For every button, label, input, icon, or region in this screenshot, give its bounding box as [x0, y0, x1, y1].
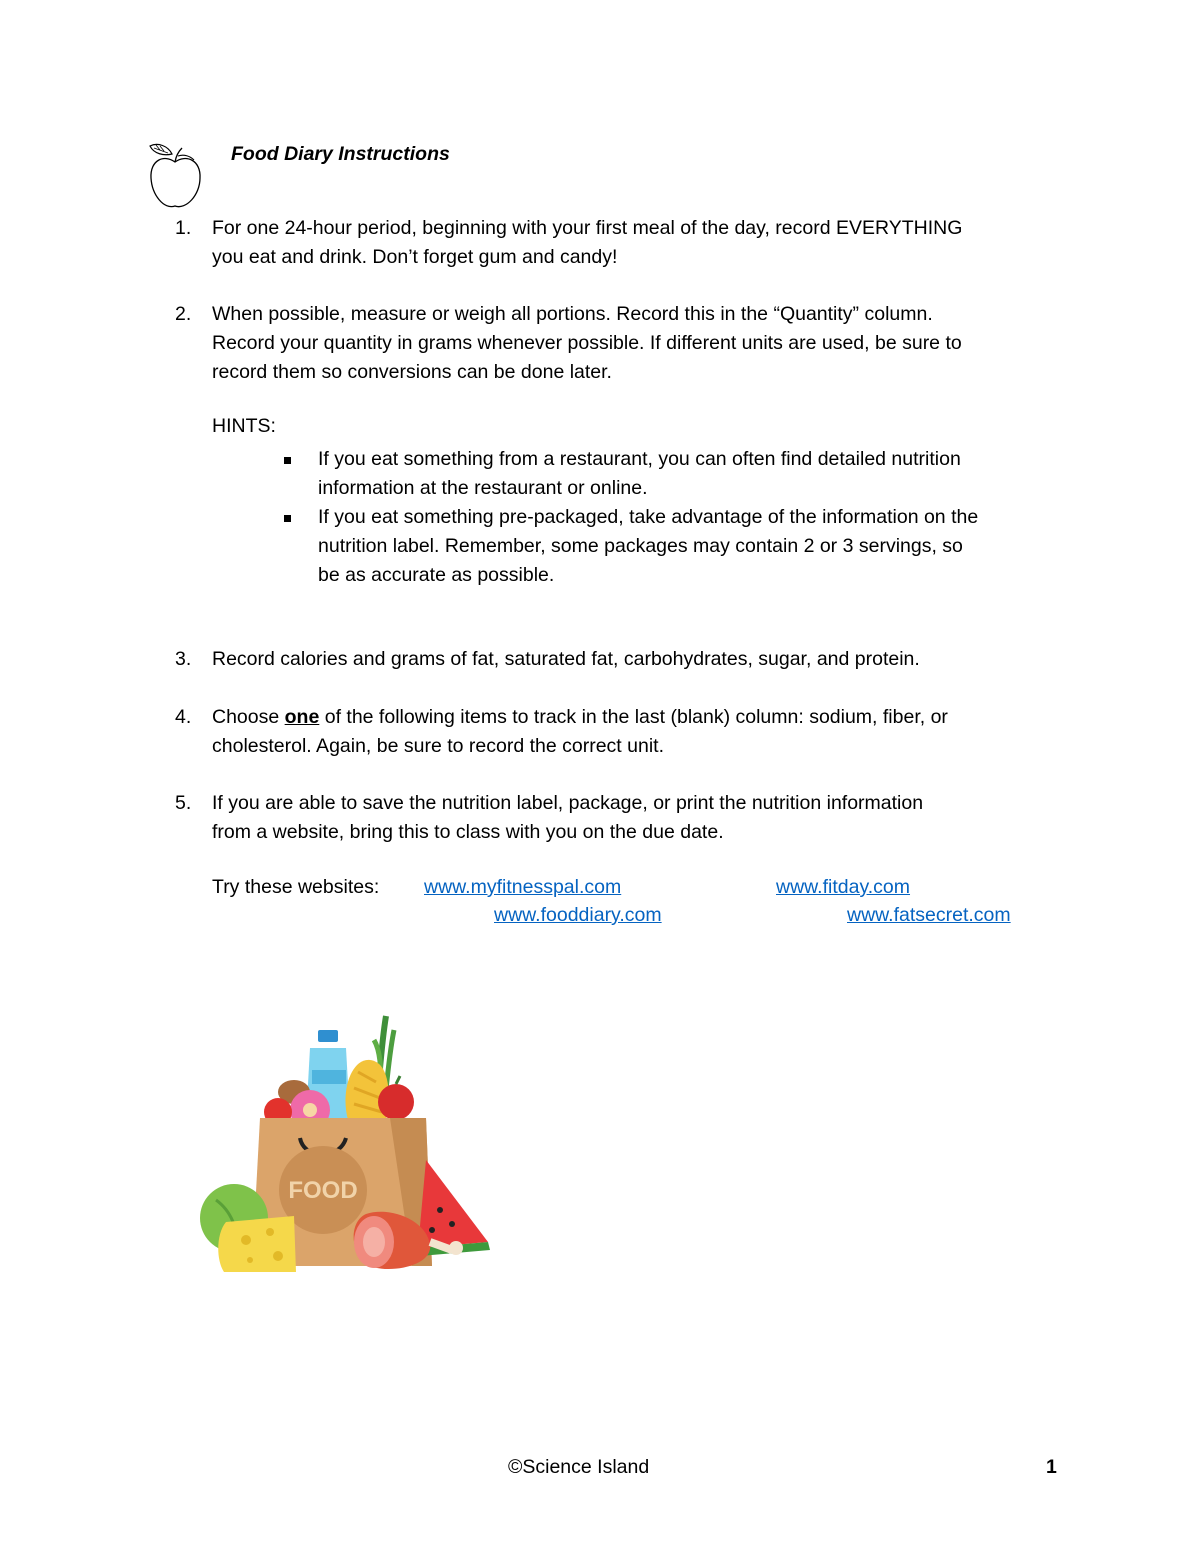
item-text-line: Record calories and grams of fat, saturated fat, carbohydrates, sugar, and protein.: [212, 648, 920, 670]
item-text-line: Record your quantity in grams whenever possible. If different units are used, be sure to: [212, 332, 962, 354]
link-fooddiary[interactable]: www.fooddiary.com: [494, 904, 662, 926]
item-number: 1.: [175, 217, 192, 239]
item-number: 5.: [175, 792, 192, 814]
bullet-square-icon: [284, 457, 291, 464]
item-text-line: from a website, bring this to class with you on the due date.: [212, 821, 724, 843]
item-text-line: For one 24-hour period, beginning with your first meal of the day, record EVERYTHING: [212, 217, 963, 239]
item-text-line: [212, 703, 1072, 732]
item-number: 4.: [175, 706, 192, 728]
item-text-part: of the following items to track in the last (blank) column: sodium, fiber, or: [319, 706, 948, 728]
hint-text-line: If you eat something pre-packaged, take advantage of the information on the: [318, 506, 979, 528]
footer-copyright: ©Science Island: [508, 1456, 650, 1478]
item-text-line: When possible, measure or weigh all portions. Record this in the “Quantity” column.: [212, 303, 933, 325]
item-text-line: record them so conversions can be done later.: [212, 361, 612, 383]
item-number: 2.: [175, 303, 192, 325]
page-number: 1: [1046, 1456, 1057, 1478]
link-fatsecret[interactable]: www.fatsecret.com: [847, 904, 1011, 926]
item-text-line: If you are able to save the nutrition label, package, or print the nutrition information: [212, 792, 924, 814]
hints-label: HINTS:: [212, 415, 276, 437]
hint-text-line: If you eat something from a restaurant, you can often find detailed nutrition: [318, 448, 961, 470]
bag-label: FOOD: [288, 1177, 358, 1204]
hint-text-line: be as accurate as possible.: [318, 564, 555, 586]
websites-label: Try these websites:: [212, 876, 380, 898]
document-title: Food Diary Instructions: [231, 143, 450, 165]
emphasis-one: one: [284, 706, 320, 728]
link-myfitnesspal[interactable]: www.myfitnesspal.com: [424, 876, 622, 898]
item-text-line: you eat and drink. Don’t forget gum and candy!: [212, 246, 618, 268]
item-text-part: Choose: [212, 706, 285, 728]
hint-text-line: information at the restaurant or online.: [318, 477, 648, 499]
apple-outline-icon: [142, 140, 208, 212]
bullet-square-icon: [284, 515, 291, 522]
hint-text-line: nutrition label. Remember, some packages may contain 2 or 3 servings, so: [318, 535, 963, 557]
link-fitday[interactable]: www.fitday.com: [776, 876, 911, 898]
item-text-line: cholesterol. Again, be sure to record the correct unit.: [212, 735, 664, 757]
item-number: 3.: [175, 648, 192, 670]
food-bag-illustration: [190, 1010, 500, 1280]
